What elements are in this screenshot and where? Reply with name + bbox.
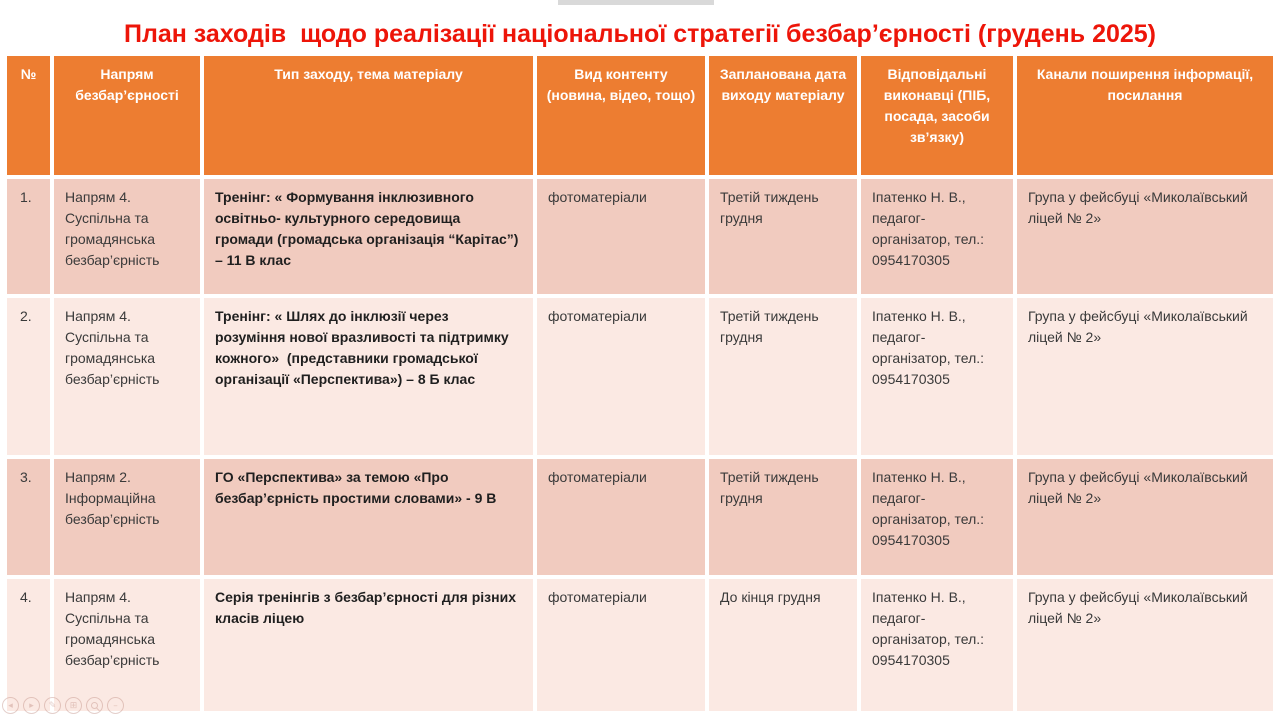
channels-cell: Група у фейсбуці «Миколаївський ліцей № 2» bbox=[1017, 459, 1273, 575]
planned-date-cell: Третій тиждень грудня bbox=[709, 179, 857, 294]
row-number: 2. bbox=[7, 298, 50, 455]
column-header-planned-date: Запланована дата виходу матеріалу bbox=[709, 56, 857, 175]
event-cell: Тренінг: « Формування інклюзивного освітньо- культурного середовища громади (громадська організація “Карітас”) – 11 В клас bbox=[204, 179, 533, 294]
content-type-cell: фотоматеріали bbox=[537, 579, 705, 711]
responsible-cell: Іпатенко Н. В., педагог-організатор, тел.: 0954170305 bbox=[861, 579, 1013, 711]
event-cell: Серія тренінгів з безбар’єрності для різних класів ліцею bbox=[204, 579, 533, 711]
column-header-event-type: Тип заходу, тема матеріалу bbox=[204, 56, 533, 175]
previous-slide-icon[interactable]: ◂ bbox=[2, 697, 19, 714]
planned-date-cell: Третій тиждень грудня bbox=[709, 459, 857, 575]
pen-tools-icon[interactable]: ✎ bbox=[44, 697, 61, 714]
channels-cell: Група у фейсбуці «Миколаївський ліцей № 2» bbox=[1017, 179, 1273, 294]
channels-cell: Група у фейсбуці «Миколаївський ліцей № 2» bbox=[1017, 298, 1273, 455]
direction-cell: Напрям 2. Інформаційна безбар’єрність bbox=[54, 459, 200, 575]
direction-cell: Напрям 4. Суспільна та громадянська безбар’єрність bbox=[54, 579, 200, 711]
slideshow-controls bbox=[2, 697, 124, 714]
column-header-number: № bbox=[7, 56, 50, 175]
responsible-cell: Іпатенко Н. В., педагог-організатор, тел.: 0954170305 bbox=[861, 179, 1013, 294]
direction-cell: Напрям 4. Суспільна та громадянська безбар’єрність bbox=[54, 179, 200, 294]
row-number: 1. bbox=[7, 179, 50, 294]
zoom-icon[interactable] bbox=[86, 697, 103, 714]
magnifier-glyph bbox=[91, 702, 98, 709]
column-header-responsible: Відповідальні виконавці (ПІБ, посада, засоби зв’язку) bbox=[861, 56, 1013, 175]
planned-date-cell: До кінця грудня bbox=[709, 579, 857, 711]
content-type-cell: фотоматеріали bbox=[537, 298, 705, 455]
event-cell: Тренінг: « Шлях до інклюзії через розуміння нової вразливості та підтримку кожного» (представники громадської організації «Перспектива») – 8 Б клас bbox=[204, 298, 533, 455]
content-type-cell: фотоматеріали bbox=[537, 459, 705, 575]
direction-cell: Напрям 4. Суспільна та громадянська безбар’єрність bbox=[54, 298, 200, 455]
row-number: 4. bbox=[7, 579, 50, 711]
column-header-channels: Канали поширення інформації, посилання bbox=[1017, 56, 1273, 175]
plan-table bbox=[7, 56, 1273, 711]
planned-date-cell: Третій тиждень грудня bbox=[709, 298, 857, 455]
column-header-content-type: Вид контенту (новина, відео, тощо) bbox=[537, 56, 705, 175]
see-all-slides-icon[interactable]: ⊞ bbox=[65, 697, 82, 714]
event-cell: ГО «Перспектива» за темою «Про безбар’єрність простими словами» - 9 В bbox=[204, 459, 533, 575]
row-number: 3. bbox=[7, 459, 50, 575]
more-options-icon[interactable]: – bbox=[107, 697, 124, 714]
content-type-cell: фотоматеріали bbox=[537, 179, 705, 294]
column-header-direction: Напрям безбар’єрності bbox=[54, 56, 200, 175]
next-slide-icon[interactable]: ▸ bbox=[23, 697, 40, 714]
responsible-cell: Іпатенко Н. В., педагог-організатор, тел.: 0954170305 bbox=[861, 459, 1013, 575]
channels-cell: Група у фейсбуці «Миколаївський ліцей № 2» bbox=[1017, 579, 1273, 711]
window-remnant-bar bbox=[558, 0, 714, 5]
responsible-cell: Іпатенко Н. В., педагог-організатор, тел.: 0954170305 bbox=[861, 298, 1013, 455]
page-title: План заходів щодо реалізації національної стратегії безбар’єрності (грудень 2025) bbox=[123, 20, 1157, 48]
